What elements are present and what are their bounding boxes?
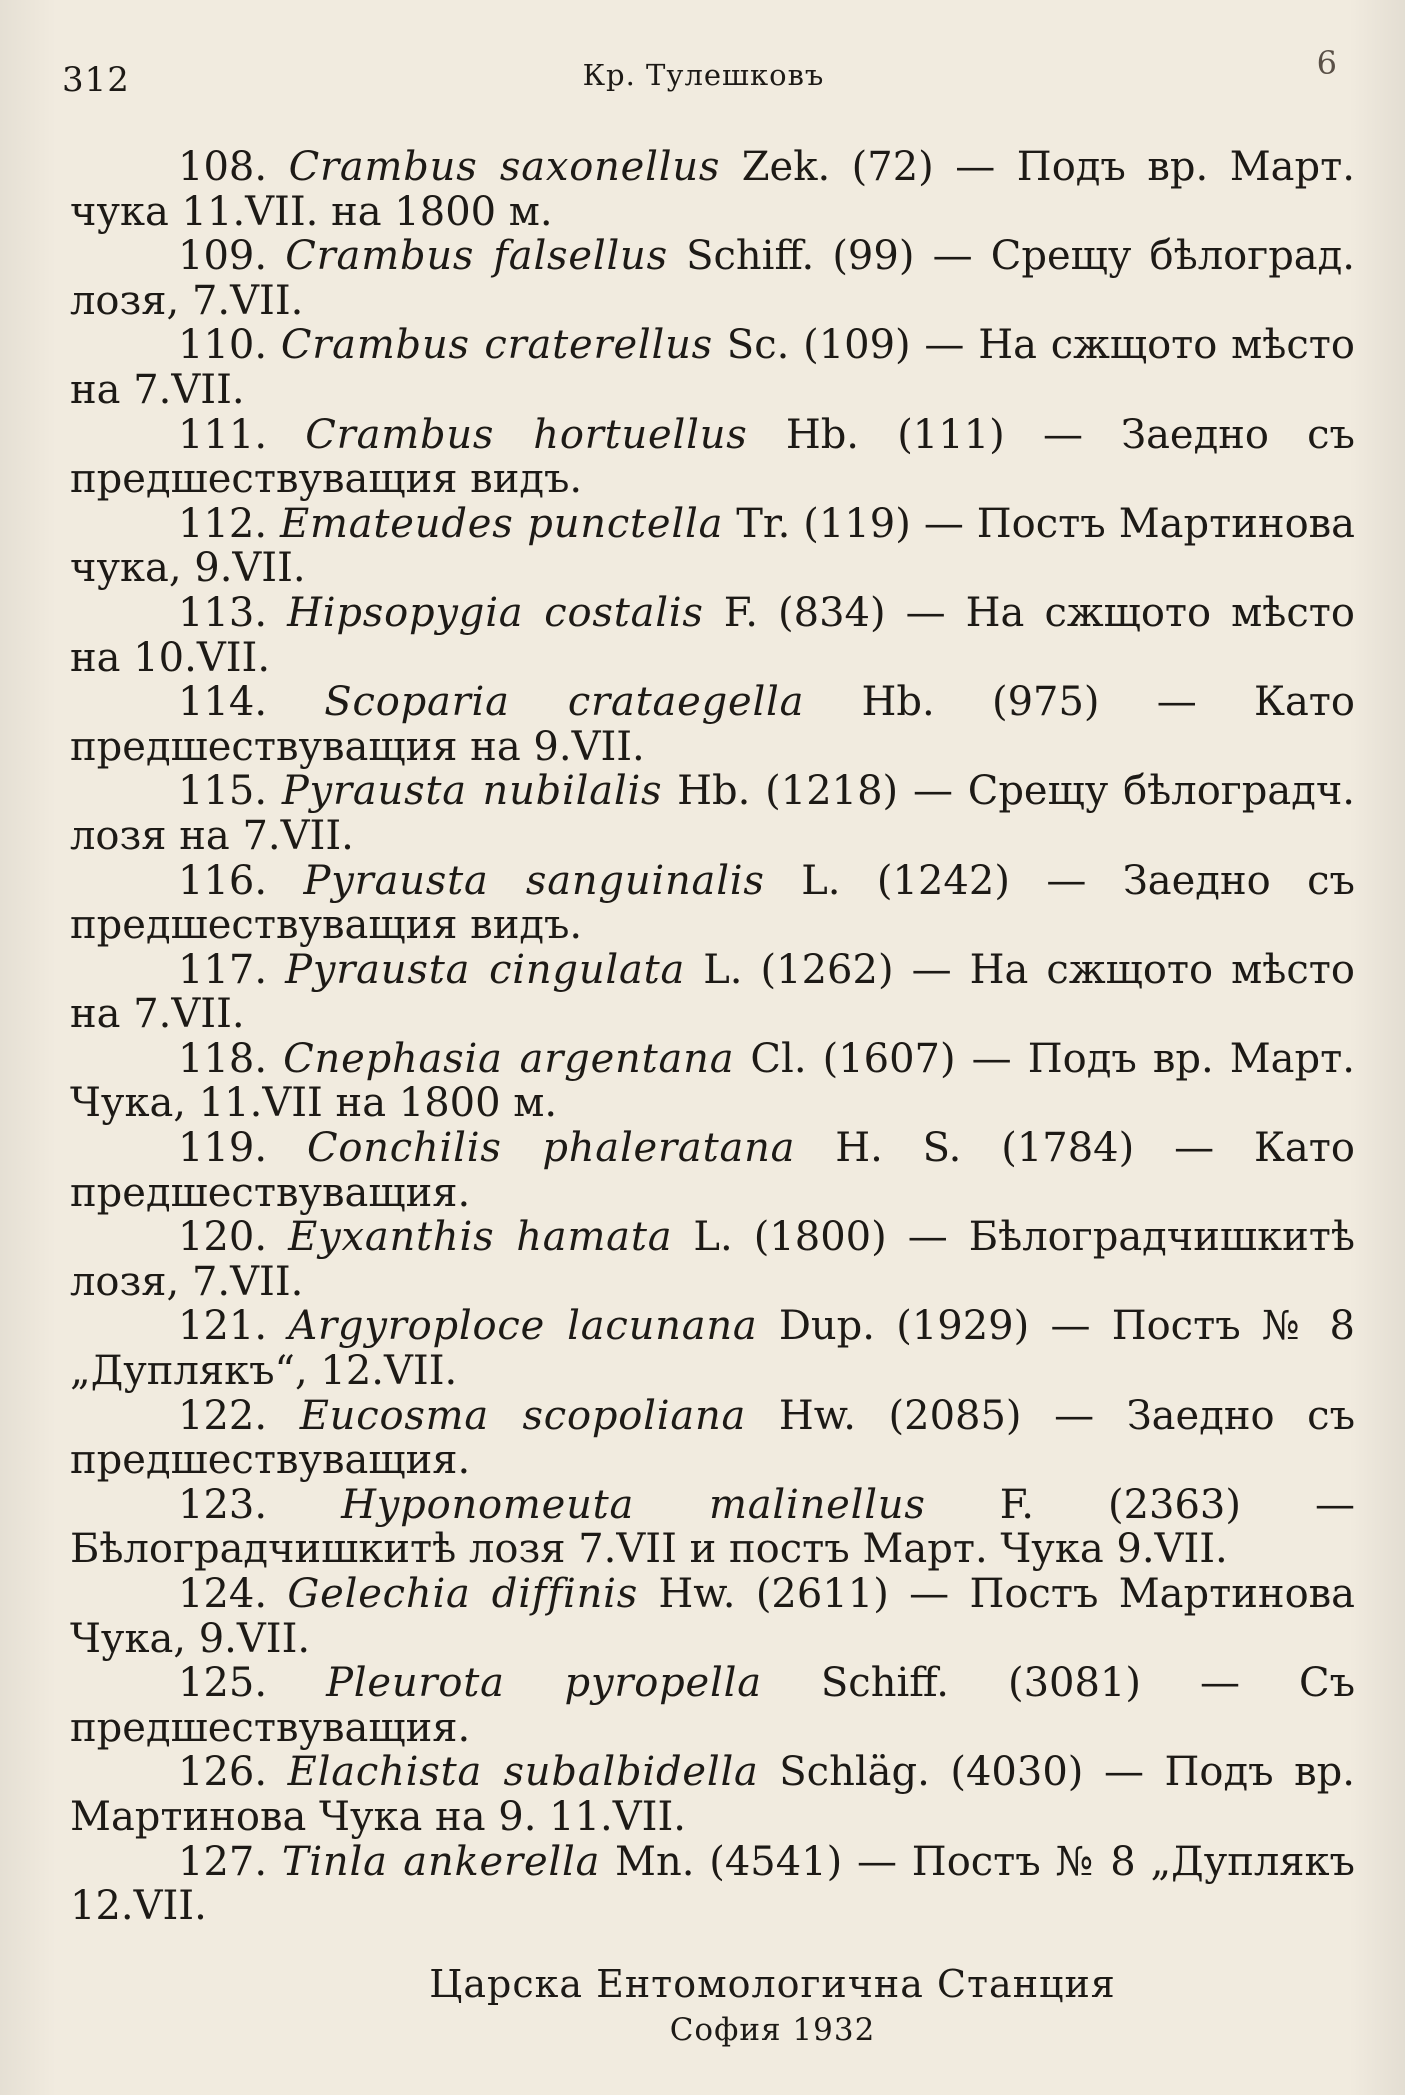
species-entry — [70, 1483, 1355, 1572]
running-head: Кр. Тулешковъ — [582, 58, 825, 92]
entry-number: 109. — [178, 233, 268, 280]
entry-number: 116. — [178, 857, 268, 904]
entry-details: L. (1800) — Бѣлоградчишкитѣ лозя, 7.VII. — [70, 1214, 1355, 1305]
entry-details: F. (834) — На сжщото мѣсто на 10.VII. — [70, 589, 1356, 681]
entry-details: L. (1242) — Заедно съ предшествуващия видъ. — [70, 857, 1355, 949]
species-name: Scoparia crataegella — [324, 679, 805, 726]
entry-details: Dup. (1929) — Постъ № 8 „Дуплякъ“, 12.VII. — [70, 1303, 1355, 1395]
entry-number: 125. — [178, 1660, 268, 1707]
species-list — [70, 145, 1355, 1929]
species-entry — [70, 1126, 1355, 1215]
entry-details: Schläg. (4030) — Подъ вр. Мартинова Чука на 9. 11.VII. — [70, 1749, 1355, 1840]
species-name: Eucosma scopoliana — [299, 1392, 747, 1439]
species-name: Pyrausta sanguinalis — [303, 857, 765, 904]
species-name: Pleurota pyropella — [326, 1660, 762, 1707]
species-name: Argyroploce lacunana — [288, 1303, 758, 1350]
entry-number: 112. — [178, 500, 268, 547]
species-entry — [70, 1750, 1355, 1839]
species-entry — [70, 1037, 1355, 1126]
entry-number: 108. — [178, 144, 268, 190]
entry-details: Zek. (72) — Подъ вр. Март. чука 11.VII. на 1800 м. — [70, 144, 1355, 235]
entry-details: Schiff. (99) — Срещу бѣлоград. лозя, 7.VII. — [70, 233, 1355, 324]
entry-number: 110. — [178, 322, 268, 369]
species-name: Hipsopygia costalis — [287, 589, 704, 636]
entry-number: 119. — [178, 1125, 268, 1172]
species-name: Crambus falsellus — [285, 233, 668, 280]
entry-details: Mn. (4541) — Постъ № 8 „Дуплякъ 12.VII. — [70, 1838, 1355, 1930]
species-name: Conchilis phaleratana — [306, 1125, 796, 1172]
species-name: Crambus craterellus — [280, 322, 714, 369]
species-name: Hyponomeuta malinellus — [341, 1481, 926, 1528]
entry-number: 118. — [178, 1035, 268, 1082]
place-year: София 1932 — [669, 2012, 876, 2048]
species-entry — [70, 1661, 1355, 1750]
species-entry — [70, 413, 1355, 502]
species-name: Emateudes punctella — [280, 500, 724, 547]
entry-details: Hb. (975) — Като предшествуващия на 9.VII. — [70, 679, 1356, 770]
entry-number: 120. — [178, 1214, 268, 1261]
species-name: Eyxanthis hamata — [288, 1214, 673, 1261]
species-entry — [70, 591, 1355, 680]
entry-number: 122. — [178, 1392, 268, 1439]
species-name: Pyrausta cingulata — [285, 946, 686, 993]
page-header — [62, 44, 1345, 102]
species-name: Gelechia diffinis — [287, 1571, 639, 1617]
page-number: 312 — [62, 60, 130, 100]
species-entry — [70, 948, 1355, 1037]
species-name: Crambus saxonellus — [288, 144, 721, 190]
species-entry — [70, 1215, 1355, 1304]
entry-number: 124. — [178, 1571, 268, 1617]
species-entry — [70, 680, 1355, 769]
species-entry — [70, 502, 1355, 591]
entry-number: 121. — [178, 1303, 268, 1350]
species-entry — [70, 769, 1355, 858]
species-entry — [70, 1572, 1355, 1661]
species-name: Crambus hortuellus — [305, 411, 748, 458]
entry-number: 117. — [178, 946, 268, 993]
entry-details: Tr. (119) — Постъ Мартинова чука, 9.VII. — [70, 500, 1356, 592]
entry-number: 115. — [178, 768, 268, 815]
species-name: Elachista subalbidella — [287, 1749, 759, 1796]
entry-details: Hb. (1218) — Срещу бѣлоградч. лозя на 7.VII. — [70, 768, 1355, 859]
station-name: Царска Ентомологична Станция — [429, 1962, 1116, 2006]
species-entry — [70, 145, 1355, 234]
species-entry — [70, 859, 1355, 948]
entry-details: Schiff. (3081) — Съ предшествуващия. — [70, 1660, 1356, 1751]
entry-details: Hw. (2085) — Заедно съ предшествуващия. — [70, 1392, 1356, 1484]
species-entry — [70, 1840, 1355, 1929]
entry-number: 126. — [178, 1749, 268, 1796]
entry-details: Sc. (109) — На сжщото мѣсто на 7.VII. — [70, 322, 1355, 413]
species-entry — [70, 1394, 1355, 1483]
page-footer — [0, 1960, 1405, 2052]
entry-details: Hw. (2611) — Постъ Мартинова Чука, 9.VII. — [70, 1571, 1356, 1662]
species-name: Cnephasia argentana — [283, 1035, 735, 1082]
species-entry — [70, 234, 1355, 323]
entry-details: Cl. (1607) — Подъ вр. Март. Чука, 11.VII на 1800 м. — [70, 1035, 1355, 1127]
entry-details: Hb. (111) — Заедно съ предшествуващия видъ. — [70, 411, 1355, 503]
entry-number: 111. — [178, 411, 268, 458]
entry-number: 127. — [178, 1838, 268, 1885]
species-entry — [70, 323, 1355, 412]
species-entry — [70, 1304, 1355, 1393]
entry-number: 123. — [178, 1481, 268, 1528]
species-name: Pyrausta nubilalis — [281, 768, 663, 815]
entry-number: 114. — [178, 679, 268, 726]
entry-details: L. (1262) — На сжщото мѣсто на 7.VII. — [70, 946, 1356, 1038]
entry-details: F. (2363) — Бѣлоградчишкитѣ лозя 7.VII и постъ Март. Чука 9.VII. — [70, 1481, 1356, 1573]
species-name: Tinla ankerella — [281, 1838, 601, 1885]
corner-mark: 6 — [1316, 44, 1337, 82]
entry-number: 113. — [178, 589, 268, 636]
entry-details: H. S. (1784) — Като предшествуващия. — [70, 1125, 1355, 1216]
